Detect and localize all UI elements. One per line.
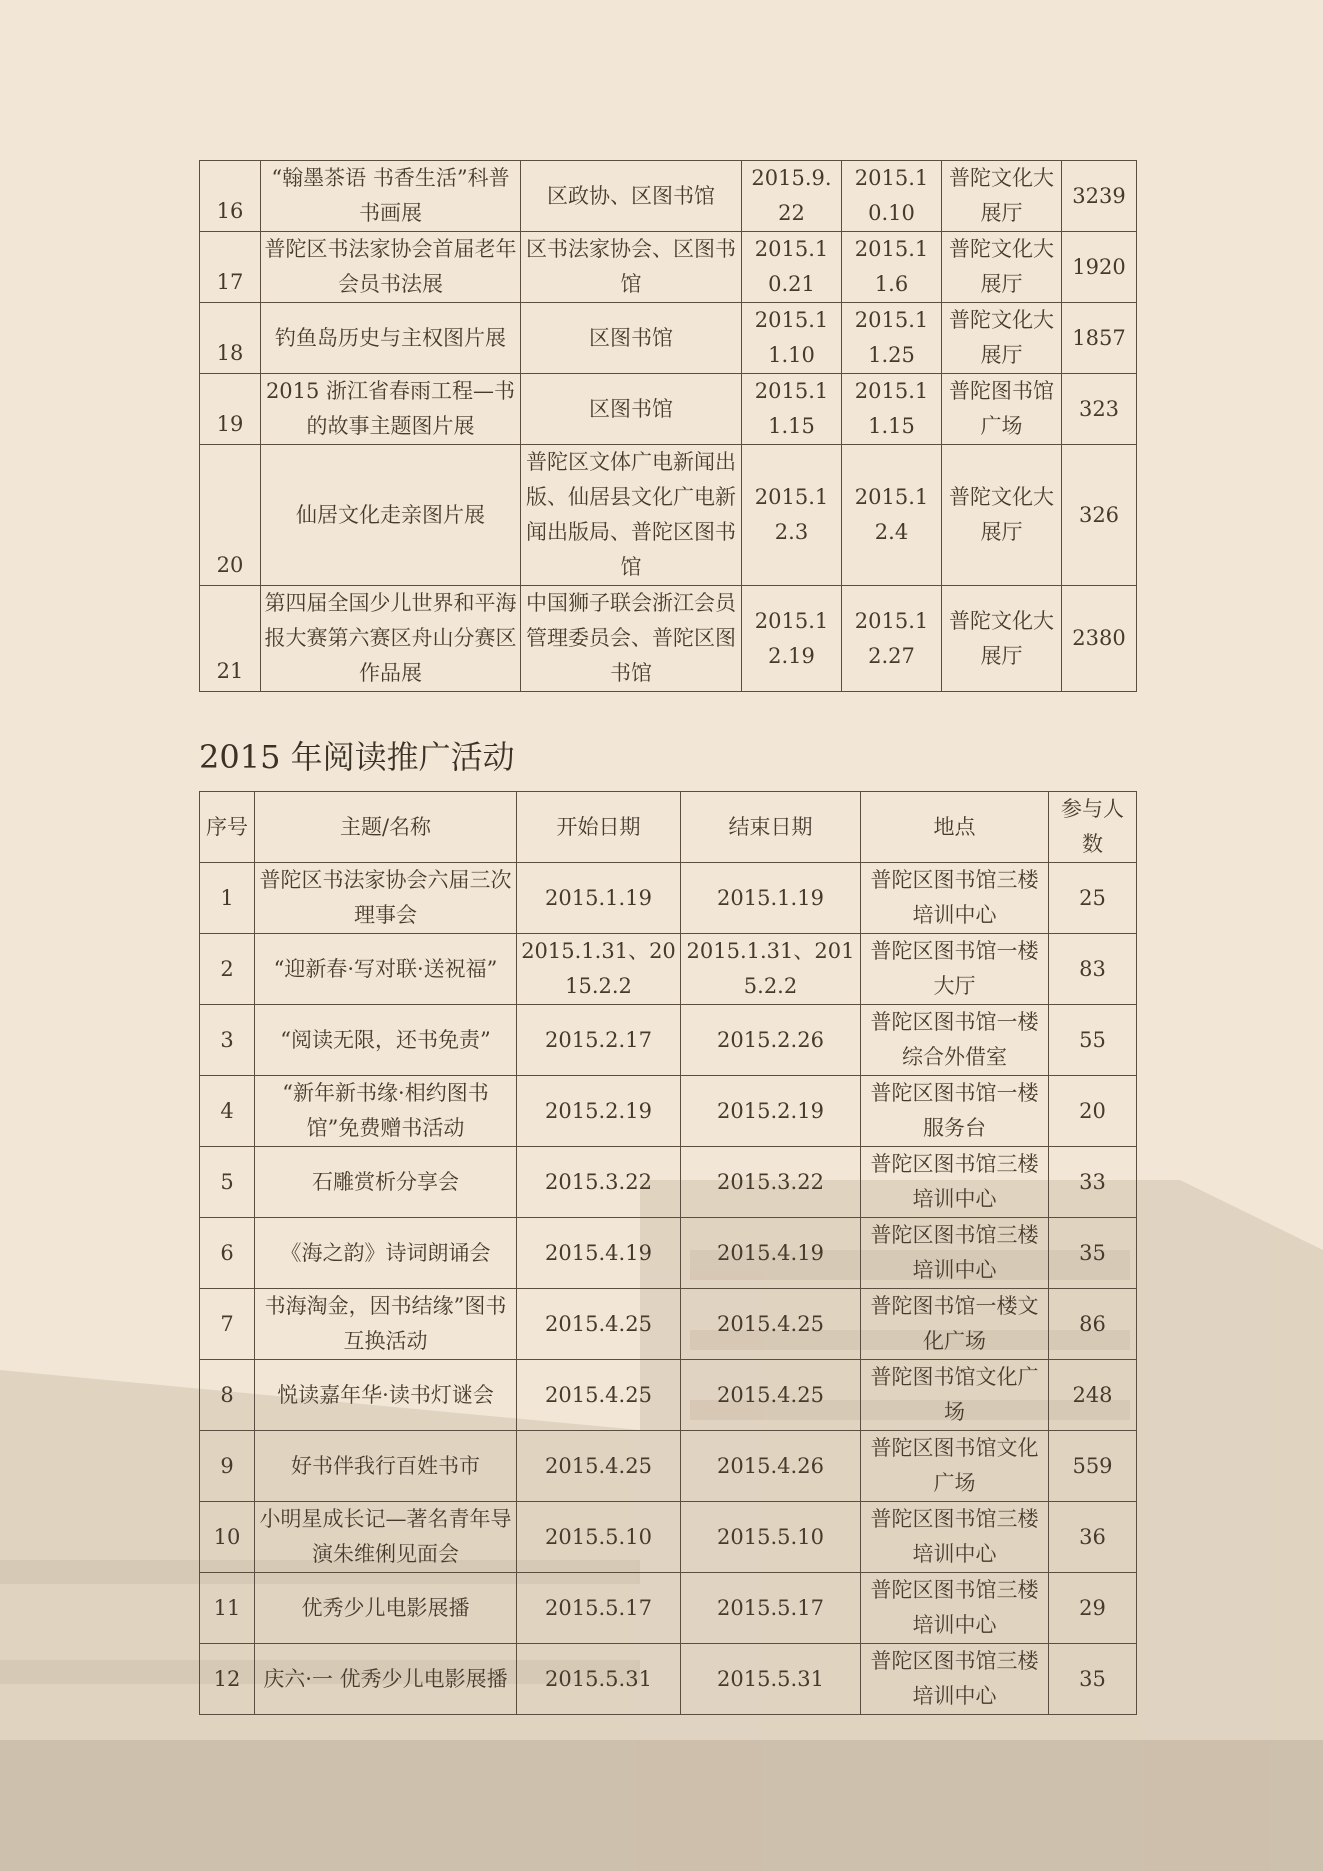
exhibition-table xyxy=(199,160,1137,692)
header-venue: 地点 xyxy=(861,792,1049,863)
end-date: 2015.3.22 xyxy=(681,1147,861,1218)
visitor-count: 3239 xyxy=(1062,161,1137,232)
activity-title: “新年新书缘·相约图书馆”免费赠书活动 xyxy=(255,1076,517,1147)
end-date: 2015.2.19 xyxy=(681,1076,861,1147)
row-number: 3 xyxy=(200,1005,255,1076)
table-row xyxy=(200,863,1137,934)
participant-count: 86 xyxy=(1049,1289,1137,1360)
table-row xyxy=(200,1076,1137,1147)
section-title: 2015 年阅读推广活动 xyxy=(199,738,515,776)
table-row xyxy=(200,1502,1137,1573)
venue: 普陀文化大展厅 xyxy=(942,303,1062,374)
end-date: 2015.11.15 xyxy=(842,374,942,445)
row-number: 9 xyxy=(200,1431,255,1502)
end-date: 2015.11.25 xyxy=(842,303,942,374)
start-date: 2015.12.3 xyxy=(742,445,842,586)
activity-title: 小明星成长记—著名青年导演朱维俐见面会 xyxy=(255,1502,517,1573)
venue: 普陀区图书馆文化广场 xyxy=(861,1431,1049,1502)
venue: 普陀区图书馆三楼培训中心 xyxy=(861,1502,1049,1573)
end-date: 2015.12.4 xyxy=(842,445,942,586)
end-date: 2015.10.10 xyxy=(842,161,942,232)
row-number: 5 xyxy=(200,1147,255,1218)
visitor-count: 2380 xyxy=(1062,586,1137,692)
start-date: 2015.3.22 xyxy=(517,1147,681,1218)
row-number: 12 xyxy=(200,1644,255,1715)
venue: 普陀区图书馆三楼培训中心 xyxy=(861,1147,1049,1218)
participant-count: 35 xyxy=(1049,1218,1137,1289)
start-date: 2015.1.19 xyxy=(517,863,681,934)
start-date: 2015.1.31、2015.2.2 xyxy=(517,934,681,1005)
row-number: 7 xyxy=(200,1289,255,1360)
participant-count: 33 xyxy=(1049,1147,1137,1218)
venue: 普陀区图书馆一楼服务台 xyxy=(861,1076,1049,1147)
table-row xyxy=(200,303,1137,374)
participant-count: 55 xyxy=(1049,1005,1137,1076)
start-date: 2015.4.19 xyxy=(517,1218,681,1289)
visitor-count: 326 xyxy=(1062,445,1137,586)
row-number: 1 xyxy=(200,863,255,934)
header-row xyxy=(200,792,1137,863)
venue: 普陀区图书馆三楼培训中心 xyxy=(861,1573,1049,1644)
header-end: 结束日期 xyxy=(681,792,861,863)
participant-count: 20 xyxy=(1049,1076,1137,1147)
table-row xyxy=(200,1147,1137,1218)
end-date: 2015.4.25 xyxy=(681,1289,861,1360)
table-row xyxy=(200,1005,1137,1076)
activity-title: “阅读无限，还书免责” xyxy=(255,1005,517,1076)
start-date: 2015.5.17 xyxy=(517,1573,681,1644)
end-date: 2015.5.31 xyxy=(681,1644,861,1715)
exhibition-title: 钓鱼岛历史与主权图片展 xyxy=(261,303,521,374)
end-date: 2015.5.17 xyxy=(681,1573,861,1644)
visitor-count: 1857 xyxy=(1062,303,1137,374)
exhibition-title: “翰墨茶语 书香生活”科普书画展 xyxy=(261,161,521,232)
organizer: 普陀区文体广电新闻出版、仙居县文化广电新闻出版局、普陀区图书馆 xyxy=(521,445,742,586)
row-number: 6 xyxy=(200,1218,255,1289)
start-date: 2015.4.25 xyxy=(517,1289,681,1360)
venue: 普陀图书馆一楼文化广场 xyxy=(861,1289,1049,1360)
header-title: 主题/名称 xyxy=(255,792,517,863)
start-date: 2015.4.25 xyxy=(517,1431,681,1502)
venue: 普陀文化大展厅 xyxy=(942,445,1062,586)
end-date: 2015.1.19 xyxy=(681,863,861,934)
organizer: 区图书馆 xyxy=(521,303,742,374)
activity-title: 庆六·一 优秀少儿电影展播 xyxy=(255,1644,517,1715)
row-number: 4 xyxy=(200,1076,255,1147)
row-number: 8 xyxy=(200,1360,255,1431)
start-date: 2015.5.10 xyxy=(517,1502,681,1573)
table-row xyxy=(200,1573,1137,1644)
row-number: 11 xyxy=(200,1573,255,1644)
row-number: 20 xyxy=(200,445,261,586)
activity-title: 石雕赏析分享会 xyxy=(255,1147,517,1218)
venue: 普陀区图书馆三楼培训中心 xyxy=(861,863,1049,934)
venue: 普陀区图书馆一楼大厅 xyxy=(861,934,1049,1005)
table-row xyxy=(200,1218,1137,1289)
venue: 普陀文化大展厅 xyxy=(942,586,1062,692)
end-date: 2015.11.6 xyxy=(842,232,942,303)
table-row xyxy=(200,934,1137,1005)
participant-count: 29 xyxy=(1049,1573,1137,1644)
row-number: 18 xyxy=(200,303,261,374)
venue: 普陀区图书馆三楼培训中心 xyxy=(861,1218,1049,1289)
exhibition-title: 第四届全国少儿世界和平海报大赛第六赛区舟山分赛区作品展 xyxy=(261,586,521,692)
start-date: 2015.5.31 xyxy=(517,1644,681,1715)
row-number: 16 xyxy=(200,161,261,232)
venue: 普陀区图书馆一楼综合外借室 xyxy=(861,1005,1049,1076)
exhibition-title: 2015 浙江省春雨工程—书的故事主题图片展 xyxy=(261,374,521,445)
start-date: 2015.4.25 xyxy=(517,1360,681,1431)
end-date: 2015.1.31、2015.2.2 xyxy=(681,934,861,1005)
table-row xyxy=(200,232,1137,303)
participant-count: 559 xyxy=(1049,1431,1137,1502)
venue: 普陀文化大展厅 xyxy=(942,161,1062,232)
organizer: 中国狮子联会浙江会员管理委员会、普陀区图书馆 xyxy=(521,586,742,692)
participant-count: 83 xyxy=(1049,934,1137,1005)
row-number: 17 xyxy=(200,232,261,303)
table-row xyxy=(200,161,1137,232)
end-date: 2015.2.26 xyxy=(681,1005,861,1076)
start-date: 2015.11.15 xyxy=(742,374,842,445)
participant-count: 36 xyxy=(1049,1502,1137,1573)
row-number: 19 xyxy=(200,374,261,445)
table-row xyxy=(200,1431,1137,1502)
end-date: 2015.12.27 xyxy=(842,586,942,692)
exhibition-title: 仙居文化走亲图片展 xyxy=(261,445,521,586)
activity-title: 悦读嘉年华·读书灯谜会 xyxy=(255,1360,517,1431)
header-start: 开始日期 xyxy=(517,792,681,863)
activity-title: 好书伴我行百姓书市 xyxy=(255,1431,517,1502)
end-date: 2015.4.19 xyxy=(681,1218,861,1289)
organizer: 区政协、区图书馆 xyxy=(521,161,742,232)
activity-title: 优秀少儿电影展播 xyxy=(255,1573,517,1644)
organizer: 区书法家协会、区图书馆 xyxy=(521,232,742,303)
exhibition-title: 普陀区书法家协会首届老年会员书法展 xyxy=(261,232,521,303)
organizer: 区图书馆 xyxy=(521,374,742,445)
header-no: 序号 xyxy=(200,792,255,863)
table-row xyxy=(200,1644,1137,1715)
venue: 普陀图书馆广场 xyxy=(942,374,1062,445)
table-row xyxy=(200,374,1137,445)
end-date: 2015.4.26 xyxy=(681,1431,861,1502)
table-row xyxy=(200,445,1137,586)
activity-title: 《海之韵》诗词朗诵会 xyxy=(255,1218,517,1289)
visitor-count: 1920 xyxy=(1062,232,1137,303)
start-date: 2015.9.22 xyxy=(742,161,842,232)
participant-count: 35 xyxy=(1049,1644,1137,1715)
start-date: 2015.12.19 xyxy=(742,586,842,692)
start-date: 2015.10.21 xyxy=(742,232,842,303)
start-date: 2015.11.10 xyxy=(742,303,842,374)
end-date: 2015.4.25 xyxy=(681,1360,861,1431)
venue: 普陀图书馆文化广场 xyxy=(861,1360,1049,1431)
table-row xyxy=(200,586,1137,692)
participant-count: 248 xyxy=(1049,1360,1137,1431)
end-date: 2015.5.10 xyxy=(681,1502,861,1573)
reading-activities-table xyxy=(199,791,1137,1715)
table-row xyxy=(200,1360,1137,1431)
row-number: 2 xyxy=(200,934,255,1005)
start-date: 2015.2.19 xyxy=(517,1076,681,1147)
venue: 普陀区图书馆三楼培训中心 xyxy=(861,1644,1049,1715)
visitor-count: 323 xyxy=(1062,374,1137,445)
row-number: 10 xyxy=(200,1502,255,1573)
table-row xyxy=(200,1289,1137,1360)
participant-count: 25 xyxy=(1049,863,1137,934)
activity-title: “迎新春·写对联·送祝福” xyxy=(255,934,517,1005)
start-date: 2015.2.17 xyxy=(517,1005,681,1076)
activity-title: 书海淘金，因书结缘”图书互换活动 xyxy=(255,1289,517,1360)
header-count: 参与人数 xyxy=(1049,792,1137,863)
row-number: 21 xyxy=(200,586,261,692)
activity-title: 普陀区书法家协会六届三次理事会 xyxy=(255,863,517,934)
venue: 普陀文化大展厅 xyxy=(942,232,1062,303)
